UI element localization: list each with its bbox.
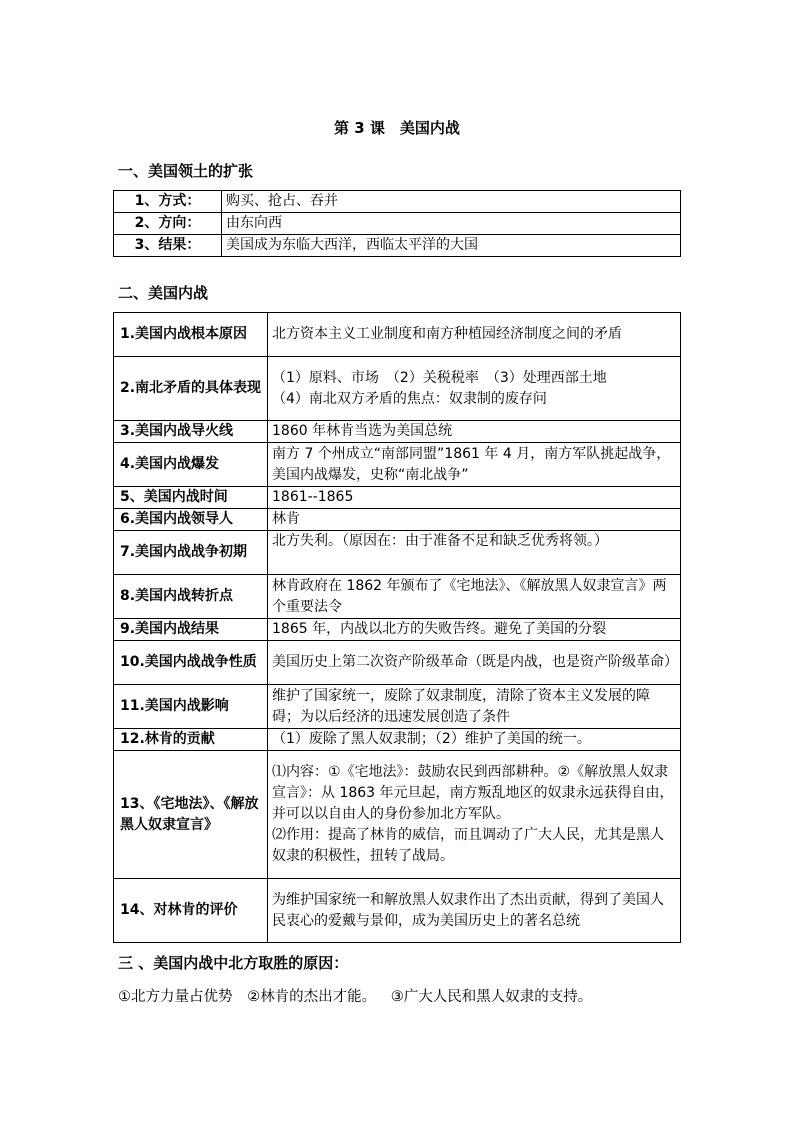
row-value: （1）原料、市场 （2）关税税率 （3）处理西部土地 （4）南北双方矛盾的焦点：奴隶制的废存问 [268,357,681,421]
row-value: ⑴内容：①《宅地法》：鼓励农民到西部耕种。②《解放黑人奴隶宣言》：从 1863 年元旦起，南方叛乱地区的奴隶永远获得自由，并可以以自由人的身份参加北方军队。 ⑵作用：提高了林肯的威信，而且调动了广大人民，尤其是黑人奴隶的积极性，扭转了战局。 [268,751,681,879]
table-row [114,619,681,641]
reason-item: ①北方力量占优势 [118,989,233,1005]
table-row [114,235,681,257]
row-key: 4.美国内战爆发 [114,443,268,487]
row-key: 14、对林肯的评价 [114,879,268,943]
table-row [114,575,681,619]
row-value: 由东向西 [222,213,681,235]
table-row [114,357,681,421]
row-key: 6.美国内战领导人 [114,509,268,531]
table-row [114,509,681,531]
table-row [114,213,681,235]
table-row [114,641,681,685]
reason-item: ③广大人民和黑人奴隶的支持。 [390,989,593,1005]
row-key: 5、美国内战时间 [114,487,268,509]
row-key: 11.美国内战影响 [114,685,268,729]
row-key: 8.美国内战转折点 [114,575,268,619]
row-key: 3、结果： [114,235,222,257]
table-row [114,421,681,443]
section2-heading: 二、美国内战 [118,284,209,302]
row-key: 2.南北矛盾的具体表现 [114,357,268,421]
table-row [114,879,681,943]
table-row [114,685,681,729]
row-value: 美国历史上第二次资产阶级革命（既是内战，也是资产阶级革命） [268,641,681,685]
row-value: 购买、抢占、吞并 [222,191,681,213]
row-value: 维护了国家统一，废除了奴隶制度，清除了资本主义发展的障碍；为以后经济的迅速发展创造了条件 [268,685,681,729]
page-title: 第 3 课 美国内战 [334,119,460,137]
table-row [114,751,681,879]
row-key: 1、方式： [114,191,222,213]
section1-heading: 一、美国领土的扩张 [118,162,254,180]
row-key: 12.林肯的贡献 [114,729,268,751]
row-value: 北方资本主义工业制度和南方种植园经济制度之间的矛盾 [268,313,681,357]
row-key: 9.美国内战结果 [114,619,268,641]
row-value: 美国成为东临大西洋，西临太平洋的大国 [222,235,681,257]
reasons-line [118,985,602,1006]
row-value: 北方失利。（原因在：由于准备不足和缺乏优秀将领。） [268,531,681,575]
row-key: 2、方向： [114,213,222,235]
civil-war-table [113,312,681,943]
row-value: （1）废除了黑人奴隶制；（2）维护了美国的统一。 [268,729,681,751]
row-key: 7.美国内战战争初期 [114,531,268,575]
row-key: 3.美国内战导火线 [114,421,268,443]
table-row [114,487,681,509]
territory-table [113,190,681,257]
table-row [114,531,681,575]
row-value: 林肯政府在 1862 年颁布了《宅地法》、《解放黑人奴隶宣言》两个重要法令 [268,575,681,619]
table-row [114,313,681,357]
row-value: 林肯 [268,509,681,531]
row-value: 为维护国家统一和解放黑人奴隶作出了杰出贡献，得到了美国人民衷心的爱戴与景仰，成为美国历史上的著名总统 [268,879,681,943]
row-value: 1860 年林肯当选为美国总统 [268,421,681,443]
row-value: 1861--1865 [268,487,681,509]
reason-item: ②林肯的杰出才能。 [247,989,377,1005]
row-key: 13、《宅地法》、《解放黑人奴隶宣言》 [114,751,268,879]
row-value: 南方 7 个州成立“南部同盟”1861 年 4 月，南方军队挑起战争，美国内战爆发，史称“南北战争” [268,443,681,487]
section3-heading: 三 、美国内战中北方取胜的原因： [118,954,349,972]
table-row [114,443,681,487]
row-key: 10.美国内战战争性质 [114,641,268,685]
row-value: 1865 年，内战以北方的失败告终。避免了美国的分裂 [268,619,681,641]
table-row [114,191,681,213]
row-key: 1.美国内战根本原因 [114,313,268,357]
table-row [114,729,681,751]
